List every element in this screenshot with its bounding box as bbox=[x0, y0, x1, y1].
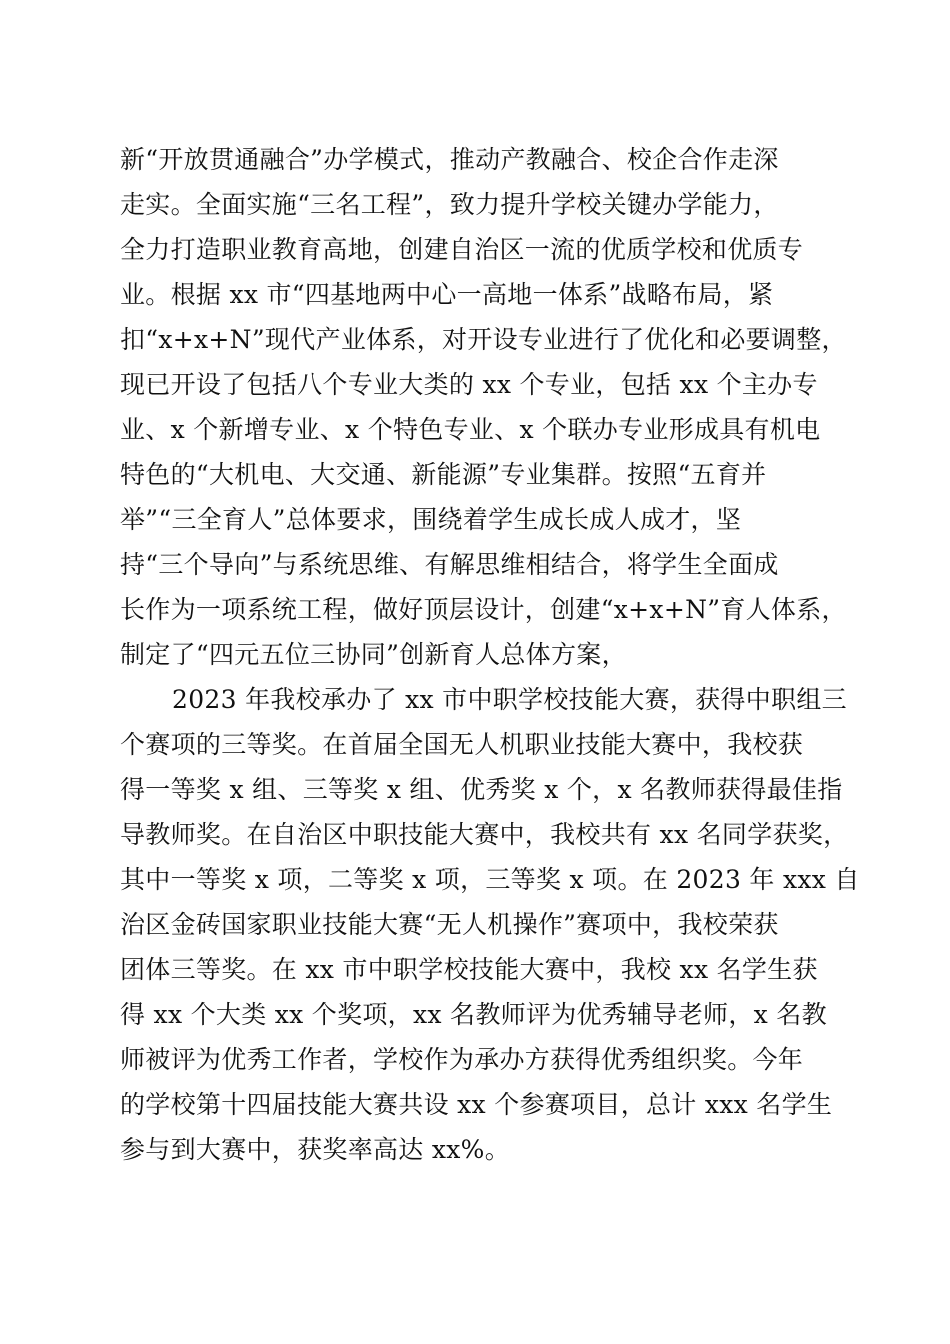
text-line: 治区金砖国家职业技能大赛“无人机操作”赛项中，我校荣获 bbox=[120, 910, 779, 939]
document-body bbox=[120, 137, 860, 1172]
text-line: 参与到大赛中，获奖率高达 xx%。 bbox=[120, 1135, 511, 1164]
text-line: 得 xx 个大类 xx 个奖项，xx 名教师评为优秀辅导老师，x 名教 bbox=[120, 1000, 827, 1029]
text-line: 现已开设了包括八个专业大类的 xx 个专业，包括 xx 个主办专 bbox=[120, 370, 818, 399]
paragraph-1 bbox=[120, 137, 847, 677]
text-line: 2023 年我校承办了 xx 市中职学校技能大赛，获得中职组三 bbox=[172, 685, 847, 714]
text-line: 特色的“大机电、大交通、新能源”专业集群。按照“五育并 bbox=[120, 460, 767, 489]
text-line: 制定了“四元五位三协同”创新育人总体方案， bbox=[120, 640, 627, 669]
text-line: 新“开放贯通融合”办学模式，推动产教融合、校企合作走深 bbox=[120, 145, 779, 174]
text-line: 师被评为优秀工作者，学校作为承办方获得优秀组织奖。今年 bbox=[120, 1045, 804, 1074]
text-line: 全力打造职业教育高地，创建自治区一流的优质学校和优质专 bbox=[120, 235, 804, 264]
text-line: 其中一等奖 x 项，二等奖 x 项，三等奖 x 项。在 2023 年 xxx 自 bbox=[120, 865, 860, 894]
text-line: 业、x 个新增专业、x 个特色专业、x 个联办专业形成具有机电 bbox=[120, 415, 821, 444]
text-line: 扣“x+x+N”现代产业体系，对开设专业进行了优化和必要调整， bbox=[120, 325, 847, 354]
text-line: 得一等奖 x 组、三等奖 x 组、优秀奖 x 个，x 名教师获得最佳指 bbox=[120, 775, 843, 804]
text-line: 举”“三全育人”总体要求，围绕着学生成长成人成才，坚 bbox=[120, 505, 742, 534]
text-line: 长作为一项系统工程，做好顶层设计，创建“x+x+N”育人体系， bbox=[120, 595, 847, 624]
text-line: 团体三等奖。在 xx 市中职学校技能大赛中，我校 xx 名学生获 bbox=[120, 955, 818, 984]
text-line: 导教师奖。在自治区中职技能大赛中，我校共有 xx 名同学获奖， bbox=[120, 820, 849, 849]
paragraph-2 bbox=[120, 677, 860, 1172]
text-line: 业。根据 xx 市“四基地两中心一高地一体系”战略布局，紧 bbox=[120, 280, 774, 309]
text-line: 个赛项的三等奖。在首届全国无人机职业技能大赛中，我校获 bbox=[120, 730, 804, 759]
text-line: 的学校第十四届技能大赛共设 xx 个参赛项目，总计 xxx 名学生 bbox=[120, 1090, 833, 1119]
text-line: 持“三个导向”与系统思维、有解思维相结合，将学生全面成 bbox=[120, 550, 779, 579]
text-line: 走实。全面实施“三名工程”，致力提升学校关键办学能力， bbox=[120, 190, 779, 219]
